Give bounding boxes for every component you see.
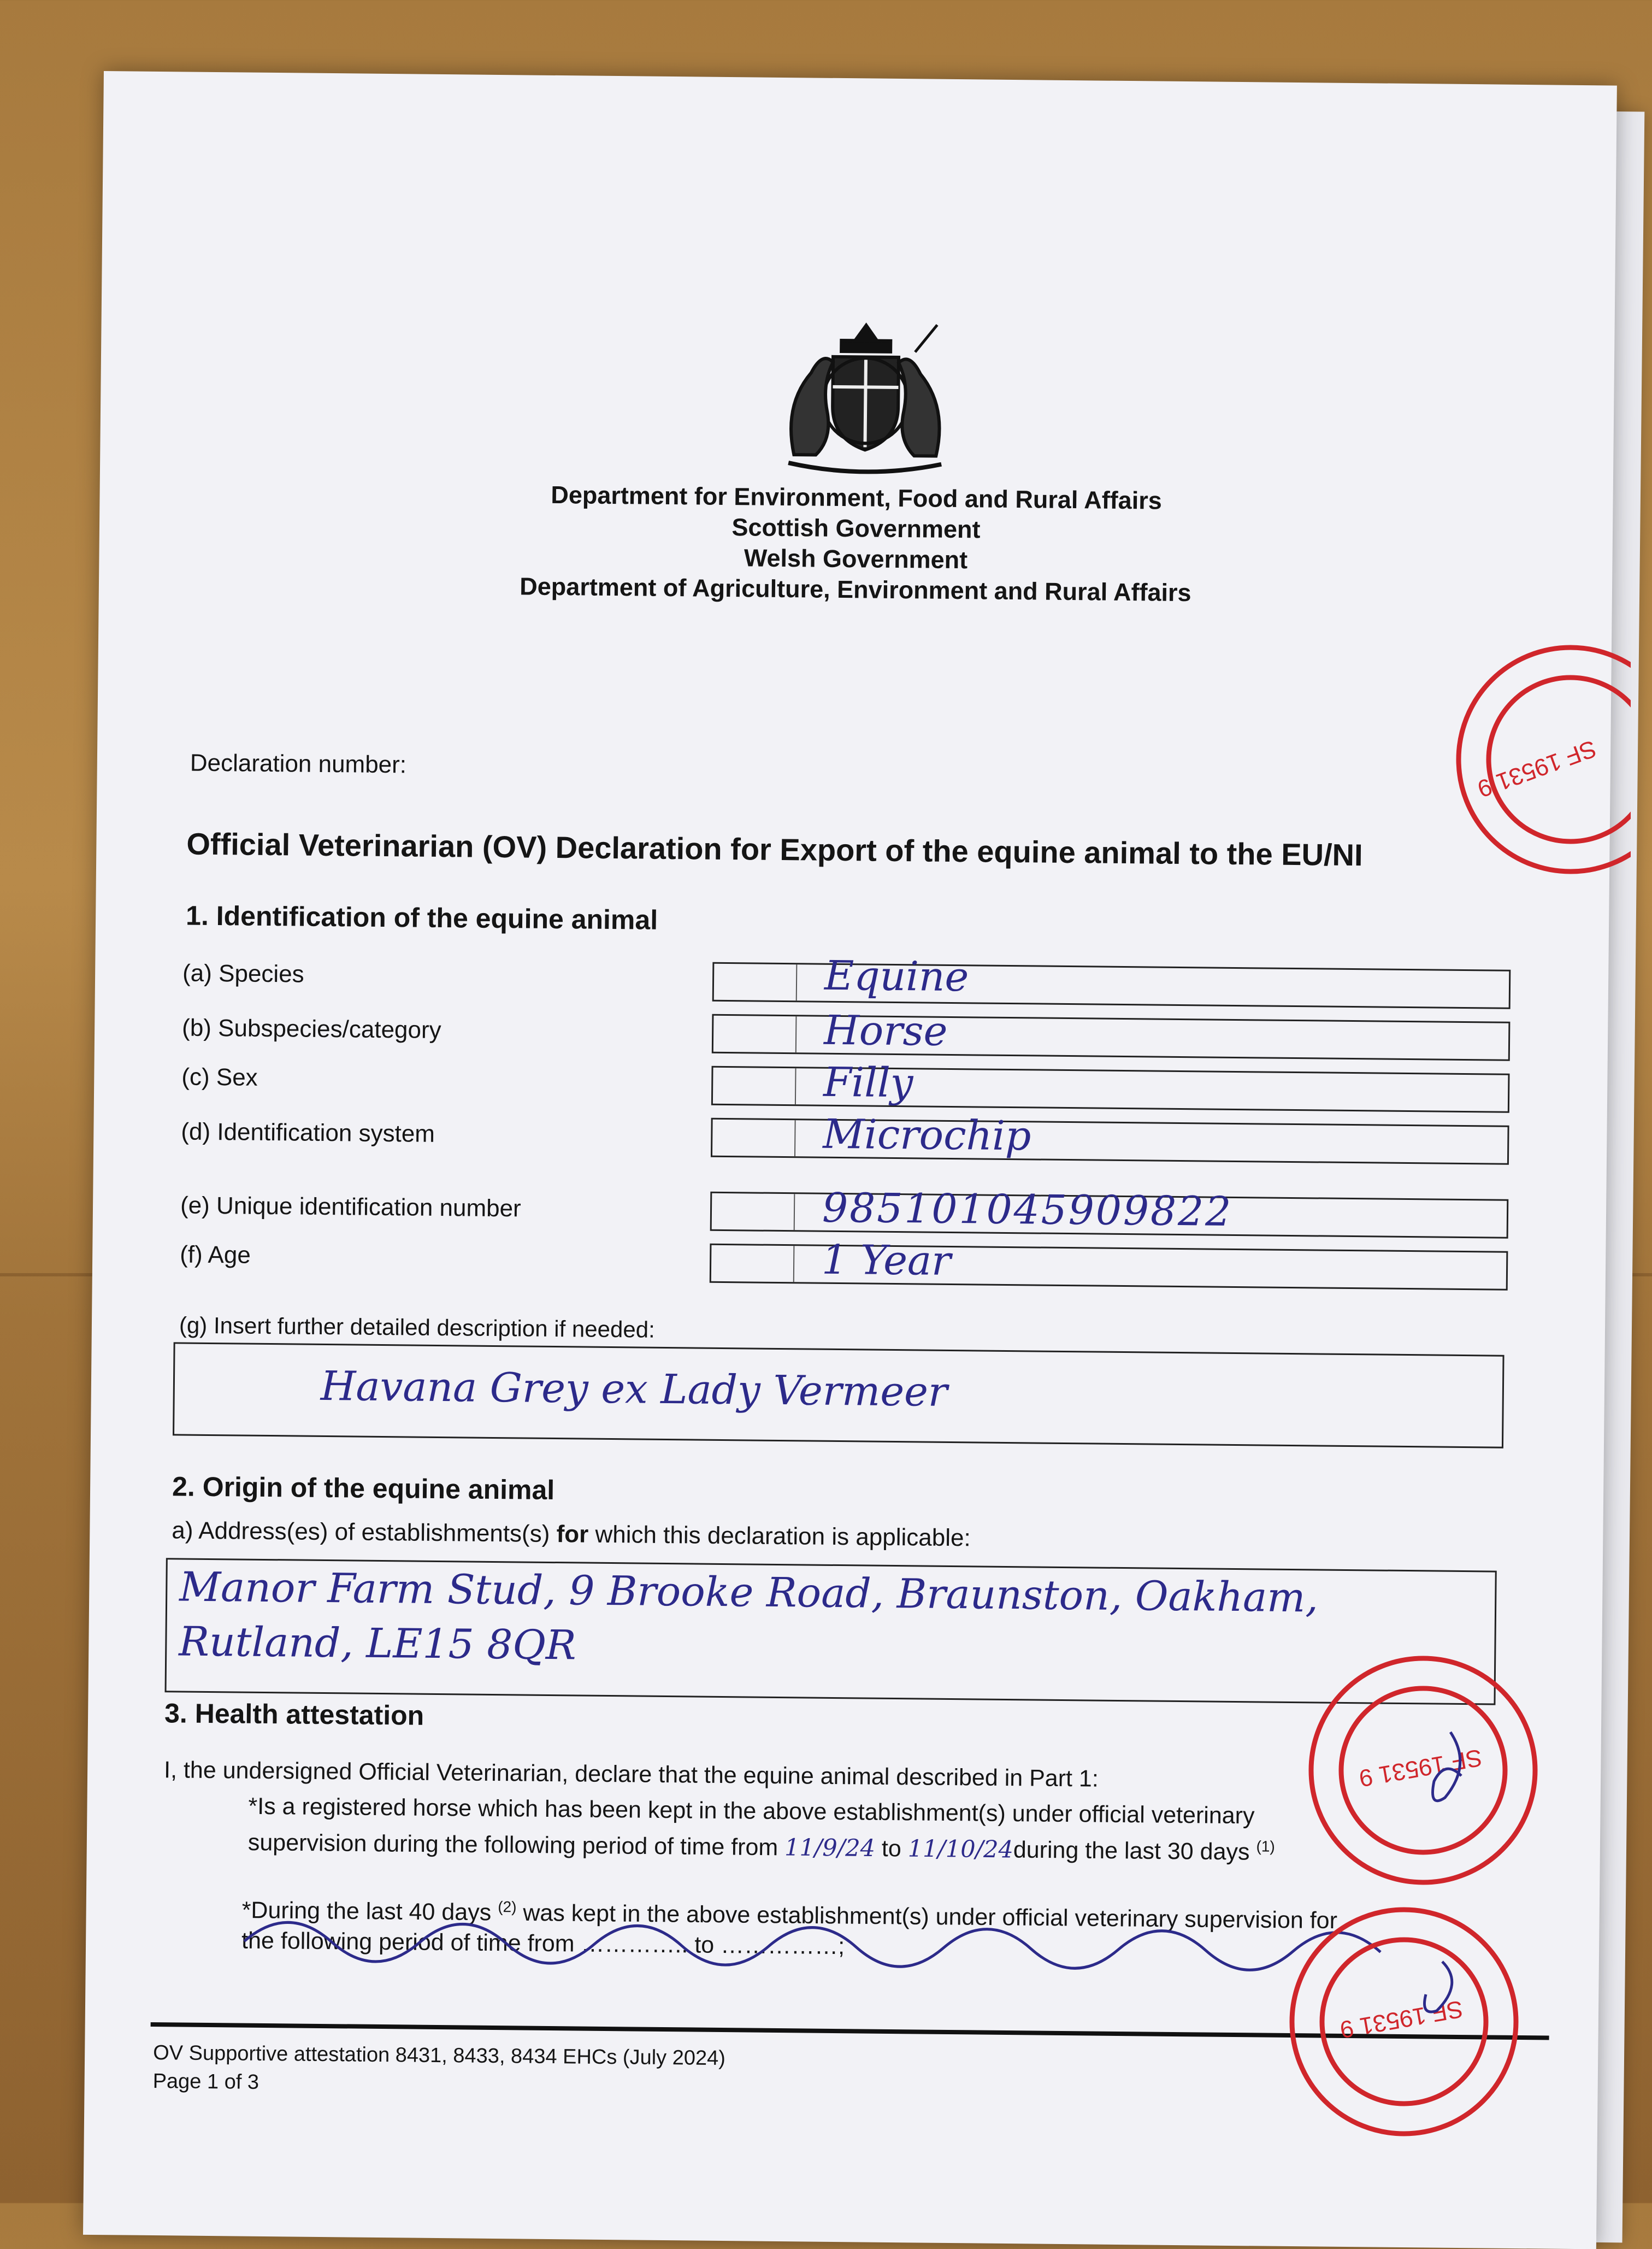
document-title: Official Veterinarian (OV) Declaration for Export of the equine animal to the EU/NI xyxy=(186,826,1363,873)
further-description-label: (g) Insert further detailed description if needed: xyxy=(179,1312,655,1343)
footer xyxy=(152,2039,725,2101)
address-line-1: Manor Farm Stud, 9 Brooke Road, Braunston, Oakham, xyxy=(179,1563,1319,1622)
further-description-value: Havana Grey ex Lady Vermeer xyxy=(320,1362,948,1416)
para2-line1: *During the last 40 days $^{(2)}$ was kept in the above establishment(s) under official veterinary supervision for xyxy=(241,1897,1338,1934)
subspecies-label: (b) Subspecies/category xyxy=(181,1014,441,1044)
svg-text:SF 19531 9: SF 19531 9 xyxy=(1357,1744,1484,1792)
official-vet-stamp xyxy=(1284,1901,1524,2142)
section1-heading: 1. Identification of the equine animal xyxy=(185,900,658,935)
species-label: (a) Species xyxy=(182,959,304,988)
para1-line1: *Is a registered horse which has been kept in the above establishment(s) under official veterinary xyxy=(248,1793,1255,1829)
para1-line2: supervision during the following period of time from 11/9/24 to 11/10/24during the last 30 days $^{(1)}$ xyxy=(247,1829,1275,1865)
department-line: Scottish Government xyxy=(731,513,981,544)
para2-line2: the following period of time from ………….. to ……………; xyxy=(241,1927,845,1960)
sex-value: Filly xyxy=(823,1058,913,1107)
sex-label: (c) Sex xyxy=(181,1063,258,1091)
section3-heading: 3. Health attestation xyxy=(164,1698,424,1731)
department-line: Welsh Government xyxy=(744,544,968,574)
svg-text:SF 19531 9: SF 19531 9 xyxy=(1338,1995,1465,2044)
subspecies-value: Horse xyxy=(823,1006,948,1055)
species-value: Equine xyxy=(824,952,969,1001)
official-vet-stamp xyxy=(1303,1650,1543,1891)
footer-line1: OV Supportive attestation 8431, 8433, 8434 EHCs (July 2024) xyxy=(152,2041,726,2070)
address-line-2: Rutland, LE15 8QR xyxy=(179,1618,577,1669)
address-label: a) Address(es) of establishments(s) for which this declaration is applicable: xyxy=(172,1517,971,1552)
department-line: Department of Agriculture, Environment and Rural Affairs xyxy=(520,572,1191,607)
section2-heading: 2. Origin of the equine animal xyxy=(172,1471,555,1506)
royal-crest-icon xyxy=(772,318,959,478)
health-intro: I, the undersigned Official Veterinarian, declare that the equine animal described in Part 1: xyxy=(163,1757,1099,1792)
department-heading xyxy=(99,475,1613,613)
age-value: 1 Year xyxy=(821,1236,951,1285)
department-line: Department for Environment, Food and Rural Affairs xyxy=(551,480,1163,515)
official-vet-stamp xyxy=(1450,639,1631,880)
unique-id-value: 985101045909822 xyxy=(822,1184,1233,1235)
declaration-number-label: Declaration number: xyxy=(190,749,407,779)
unique-id-label: (e) Unique identification number xyxy=(180,1192,521,1222)
health-para1 xyxy=(248,1791,1276,1868)
identification-system-value: Microchip xyxy=(822,1110,1031,1160)
from-date: 11/9/24 xyxy=(784,1834,876,1863)
svg-text:SF 19531 9: SF 19531 9 xyxy=(1473,734,1600,803)
to-date: 11/10/24 xyxy=(907,1835,1014,1864)
footer-line2: Page 1 of 3 xyxy=(152,2070,259,2094)
identification-system-label: (d) Identification system xyxy=(181,1118,435,1147)
age-label: (f) Age xyxy=(179,1241,251,1269)
